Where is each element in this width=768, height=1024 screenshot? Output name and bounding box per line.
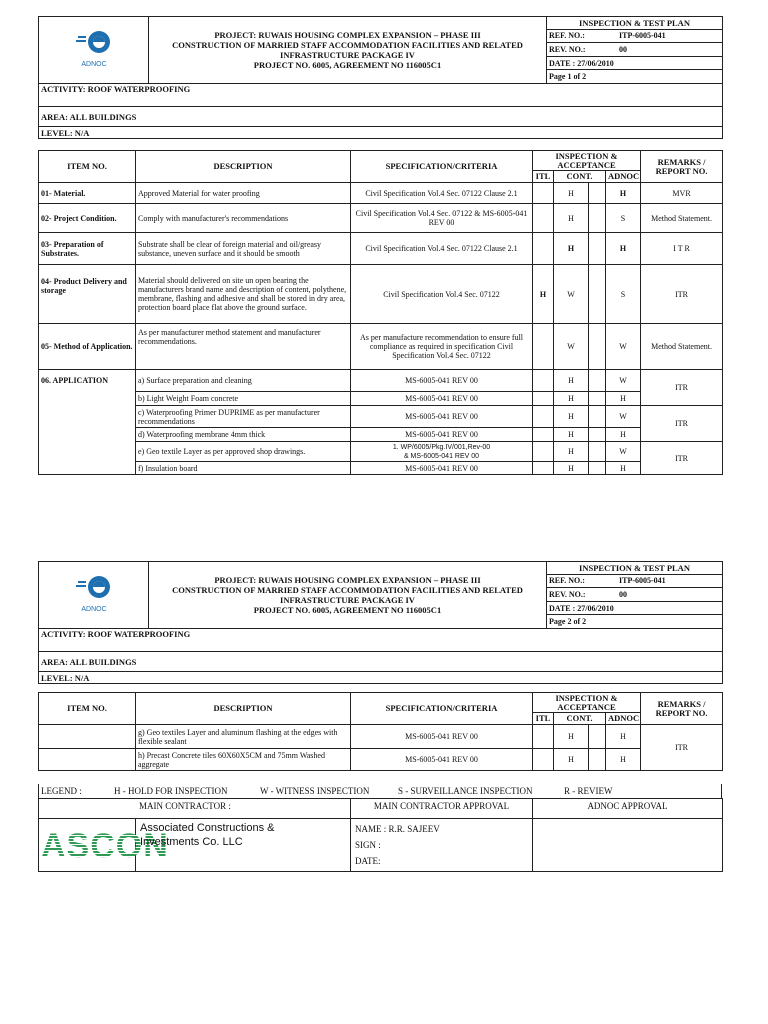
page1-header	[38, 16, 722, 138]
project-line-3: INFRASTRUCTURE PACKAGE IV	[280, 50, 415, 60]
project-line-4: PROJECT NO. 6005, AGREEMENT NO 116005C1	[253, 605, 442, 615]
col-cont: CONT.	[554, 171, 606, 183]
area-line: AREA: ALL BUILDINGS	[39, 107, 723, 127]
table-row: 01- Material. Approved Material for water proofing Civil Specification Vol.4 Sec. 07122 Clause 2.1 H H MVR	[39, 183, 723, 204]
ref-no-row: REF. NO.: ITP-6005-041	[547, 29, 723, 43]
company-name: Associated Constructions & Investments Co. LLC	[136, 819, 351, 872]
legend-surveillance: S - SURVEILLANCE INSPECTION	[398, 786, 533, 796]
adnoc-approval-label: ADNOC APPROVAL	[533, 799, 723, 819]
itp-title: INSPECTION & TEST PLAN	[547, 562, 723, 575]
main-contractor-label: MAIN CONTRACTOR :	[39, 799, 351, 819]
col-remarks: REMARKS / REPORT NO.	[641, 151, 723, 183]
svg-text:ADNOC: ADNOC	[80, 605, 107, 613]
page2-header	[38, 561, 722, 683]
adnoc-logo-cell	[39, 562, 149, 629]
table-row: e) Geo textile Layer as per approved shop drawings. 1. WP/6005/Pkg.IV/001,Rev-00 & MS-6005-041 REV 00 H W ITR	[39, 442, 723, 462]
sign-field[interactable]: SIGN :	[355, 840, 381, 850]
project-line-2: CONSTRUCTION OF MARRIED STAFF ACCOMMODATION FACILITIES AND RELATED	[172, 40, 523, 50]
col-adnoc: ADNOC	[606, 171, 641, 183]
col-itl: ITL	[533, 171, 554, 183]
table-row: 03- Preparation of Substrates. Substrate shall be clear of foreign material and oil/greasy substance, uneven surface and it should be smooth Civil Specification Vol.4 Sec. 07122 Clause 2.1 H H I T R	[39, 233, 723, 265]
header-table	[38, 561, 723, 684]
project-line-1: PROJECT: RUWAIS HOUSING COMPLEX EXPANSION – PHASE III	[214, 30, 481, 40]
table-row: 06. APPLICATION a) Surface preparation and cleaning MS-6005-041 REV 00 H W ITR	[39, 370, 723, 392]
date-field[interactable]: DATE:	[355, 856, 381, 866]
col-adnoc: ADNOC	[606, 713, 641, 725]
adnoc-approval-box[interactable]	[533, 819, 723, 872]
project-line-1: PROJECT: RUWAIS HOUSING COMPLEX EXPANSION – PHASE III	[214, 575, 481, 585]
activity-line: ACTIVITY: ROOF WATERPROOFING	[39, 629, 723, 652]
table-row: b) Light Weight Foam concrete MS-6005-041 REV 00 H H	[39, 392, 723, 406]
header-table	[38, 16, 723, 139]
adnoc-logo-cell	[39, 17, 149, 84]
col-cont: CONT.	[554, 713, 606, 725]
adnoc-logo-icon	[74, 26, 114, 70]
level-line: LEVEL: N/A	[39, 127, 723, 139]
col-description: DESCRIPTION	[136, 151, 351, 183]
approver-name: NAME : R.R. SAJEEV	[355, 824, 440, 834]
table-row: f) Insulation board MS-6005-041 REV 00 H H	[39, 462, 723, 475]
col-description: DESCRIPTION	[136, 693, 351, 725]
table-row: 04- Product Delivery and storage Material should delivered on site un open bearing the manufacturers brand name and description of content, polythene, membrane, flashing and adhesive and shall be stored in dry area, protection board place flat above the ground surface. Civil Specification Vol.4 Sec. 07122 H W S ITR	[39, 265, 723, 324]
itp-table-page2	[38, 692, 723, 771]
col-item: ITEM NO.	[39, 151, 136, 183]
project-line-4: PROJECT NO. 6005, AGREEMENT NO 116005C1	[253, 60, 442, 70]
project-title-block	[149, 17, 547, 84]
col-itl: ITL	[533, 713, 554, 725]
page-number: Page 1 of 2	[547, 70, 723, 84]
date-row: DATE : 27/06/2010	[547, 56, 723, 70]
table-row: 05- Method of Application. As per manufacturer method statement and manufacturer recommendations. As per manufacture recommendation to ensure full compliance as required in specification Civil Specification Vol.4 Sec. 07122 W W Method Statement.	[39, 324, 723, 370]
itp-title: INSPECTION & TEST PLAN	[547, 17, 723, 30]
signoff-table	[38, 798, 723, 872]
application-item: 06. APPLICATION	[39, 370, 136, 475]
table-row: h) Precast Concrete tiles 60X60X5CM and 75mm Washed aggregate MS-6005-041 REV 00 H H	[39, 749, 723, 771]
activity-line: ACTIVITY: ROOF WATERPROOFING	[39, 84, 723, 107]
col-item: ITEM NO.	[39, 693, 136, 725]
project-line-3: INFRASTRUCTURE PACKAGE IV	[280, 595, 415, 605]
mc-approval-label: MAIN CONTRACTOR APPROVAL	[351, 799, 533, 819]
project-title-block	[149, 562, 547, 629]
project-line-2: CONSTRUCTION OF MARRIED STAFF ACCOMMODATION FACILITIES AND RELATED	[172, 585, 523, 595]
itp-table-page1	[38, 150, 723, 475]
ascon-logo	[39, 819, 169, 872]
approval-fields	[351, 819, 533, 872]
col-remarks: REMARKS / REPORT NO.	[641, 693, 723, 725]
table-row: 02- Project Condition. Comply with manufacturer's recommendations Civil Specification Vol.4 Sec. 07122 & MS-6005-041 REV 00 H S Method Statement.	[39, 204, 723, 233]
table-row: d) Waterproofing membrane 4mm thick MS-6005-041 REV 00 H H	[39, 428, 723, 442]
date-row: DATE : 27/06/2010	[547, 601, 723, 615]
rev-no-row: REV. NO.: 00	[547, 43, 723, 57]
rev-no-row: REV. NO.: 00	[547, 588, 723, 602]
legend-review: R - REVIEW	[564, 786, 613, 796]
adnoc-logo-icon	[74, 571, 114, 615]
ascon-logo-text: ASCON	[41, 826, 169, 865]
svg-text:ADNOC: ADNOC	[80, 60, 107, 68]
legend-hold: H - HOLD FOR INSPECTION	[114, 786, 228, 796]
table-row: c) Waterproofing Primer DUPRIME as per manufacturer recommendations MS-6005-041 REV 00 H W ITR	[39, 406, 723, 428]
level-line: LEVEL: N/A	[39, 672, 723, 684]
col-inspection: INSPECTION & ACCEPTANCE	[533, 693, 641, 713]
ref-no-row: REF. NO.: ITP-6005-041	[547, 574, 723, 588]
legend-witness: W - WITNESS INSPECTION	[260, 786, 370, 796]
page-number: Page 2 of 2	[547, 615, 723, 629]
col-inspection: INSPECTION & ACCEPTANCE	[533, 151, 641, 171]
table-row: g) Geo textiles Layer and aluminum flashing at the edges with flexible sealant MS-6005-041 REV 00 H H ITR	[39, 725, 723, 749]
area-line: AREA: ALL BUILDINGS	[39, 652, 723, 672]
legend-label: LEGEND :	[41, 786, 82, 796]
col-spec: SPECIFICATION/CRITERIA	[351, 693, 533, 725]
legend	[38, 784, 722, 798]
col-spec: SPECIFICATION/CRITERIA	[351, 151, 533, 183]
